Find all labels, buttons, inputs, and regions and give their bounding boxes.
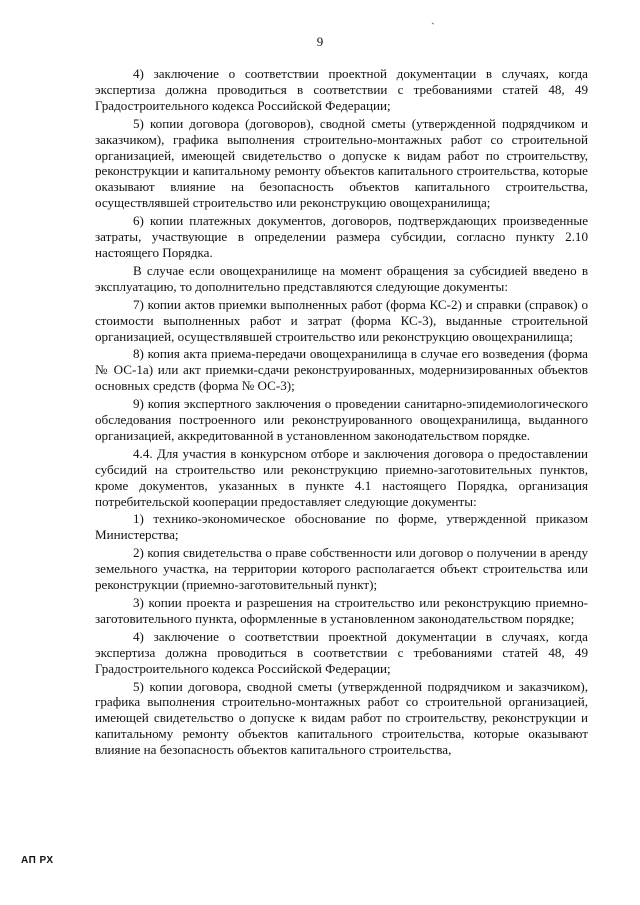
paragraph-item-5-contracts: 5) копии договора (договоров), сводной сметы (утвержденной подрядчиком и заказчиком), графика выполнения строительно-монтажных работ со строительной организацией, имеющей свидетельство о допуске к видам работ по строительству, реконструкции и капитальному ремонту объектов капитального строительства, которые оказывают влияние на безопасность объектов капитального строительства, осуществлявшей строительство или реконструкцию овощехранилища; (95, 115, 588, 211)
page-number: 9 (316, 34, 324, 49)
paragraph-item-6-payments: 6) копии платежных документов, договоров, подтверждающих произведенные затраты, участвующие в определении размера субсидии, согласно пункту 2.10 настоящего Порядка. (95, 213, 588, 260)
paragraph-item-9-expert-opinion: 9) копия экспертного заключения о проведении санитарно-эпидемиологического обследования построенного или реконструированного овощехранилища, выданного организацией, аккредитованной в установленном законодательством порядке. (95, 396, 588, 443)
footer-code: АП РХ (21, 855, 54, 866)
paragraph-item-4-expertise-2: 4) заключение о соответствии проектной документации в случаях, когда экспертиза должна проводиться в соответствии с требованиями статей 48, 49 Градостроительного кодекса Российской Федерации; (95, 628, 588, 676)
paragraph-item-1-feasibility: 1) технико-экономическое обоснование по форме, утвержденной приказом Министерства; (95, 511, 588, 543)
paragraph-item-7-acts: 7) копии актов приемки выполненных работ (форма КС-2) и справки (справок) о стоимости выполненных работ и затрат (форма КС-3), выданные строительной организацией, осуществлявшей строительство или реконструкцию овощехранилища; (95, 296, 588, 344)
paragraph-item-5-contracts-2: 5) копии договора, сводной сметы (утвержденной подрядчиком и заказчиком), графика выполнения строительно-монтажных работ со строительной организацией, имеющей свидетельство о допуске к видам работ по строительству, реконструкции и капитальному ремонту объектов капитального строительства, которые оказывают влияние на безопасность объектов капитального строительства, (95, 678, 588, 758)
corner-mark: ` (431, 20, 435, 34)
paragraph-item-3-project: 3) копии проекта и разрешения на строительство или реконструкцию приемно-заготовительного пункта, оформленные в установленном законодательством порядке; (95, 595, 588, 626)
paragraph-section-4-4: 4.4. Для участия в конкурсном отборе и заключения договора о предоставлении субсидий на строительство или реконструкцию приемно-заготовительных пунктов, кроме документов, указанных в пункте 4.1 настоящего Порядка, организация потребительской кооперации предоставляет следующие документы: (95, 445, 588, 509)
paragraph-commissioned-case: В случае если овощехранилище на момент обращения за субсидией введено в эксплуатацию, то дополнительно представляются следующие документы: (95, 262, 588, 294)
paragraph-item-8-transfer-act: 8) копия акта приема-передачи овощехранилища в случае его возведения (форма № ОС-1а) или акт приемки-сдачи реконструированных, модернизированных объектов основных средств (форма № ОС-3); (95, 346, 588, 394)
document-body (95, 66, 588, 760)
paragraph-item-4-expertise: 4) заключение о соответствии проектной документации в случаях, когда экспертиза должна проводиться в соответствии с требованиями статей 48, 49 Градостроительного кодекса Российской Федерации; (95, 66, 588, 113)
paragraph-item-2-ownership: 2) копия свидетельства о праве собственности или договор о получении в аренду земельного участка, на территории которого располагается объект строительства или реконструкции (приемно-заготовительный пункт); (95, 545, 588, 593)
